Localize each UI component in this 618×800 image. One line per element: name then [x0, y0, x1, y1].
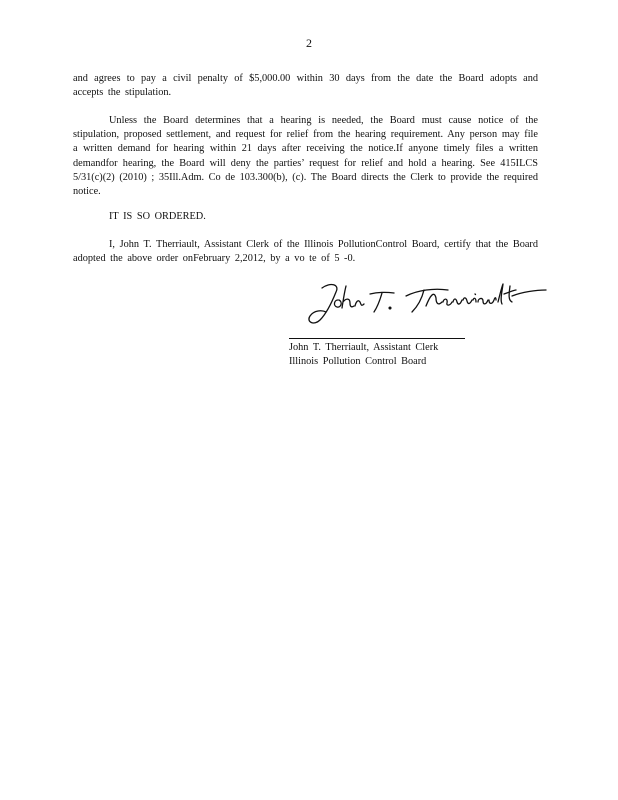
signer-organization: Illinois Pollution Control Board	[289, 356, 427, 368]
page-number: 2	[306, 36, 312, 50]
signer-name-title: John T. Therriault, Assistant Clerk	[289, 342, 439, 353]
paragraph-certification: I, John T. Therriault, Assistant Clerk of the Illinois PollutionControl Board, certify that the Board adopted the above order onFebruary 2,2012, by a vo te of 5 -0.	[73, 239, 538, 265]
paragraph-civil-penalty: and agrees to pay a civil penalty of $5,000.00 within 30 days from the date the Board adopts and accepts the stipulation.	[73, 73, 538, 99]
handwritten-signature	[300, 276, 550, 332]
paragraph-so-ordered: IT IS SO ORDERED.	[109, 211, 206, 222]
signature-line	[289, 338, 465, 339]
signature-block	[289, 341, 438, 369]
paragraph-hearing-notice: Unless the Board determines that a hearing is needed, the Board must cause notice of the stipulation, proposed settlement, and request for relief from the hearing requirement. Any person may file a written demand for hearing within 21 days after receiving the notice.If anyone timely files a written demandfor hearing, the Board will deny the parties’ request for relief and hold a hearing. See 415ILCS 5/31(c)(2) (2010) ; 35Ill.Adm. Co de 103.300(b), (c). The Board directs the Clerk to provide the required notice.	[73, 115, 538, 198]
